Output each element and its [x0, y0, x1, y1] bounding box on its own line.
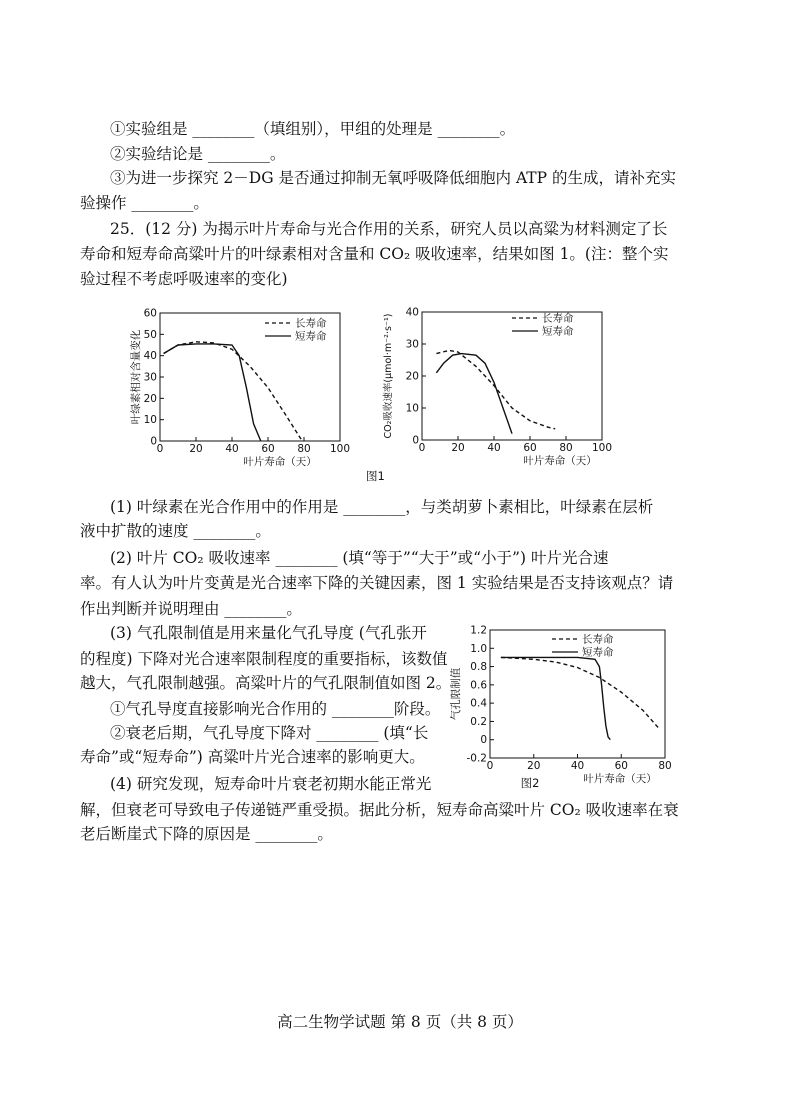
figure1-chart-chlorophyll [130, 305, 360, 468]
y-axis-label: CO₂吸收速率(μmol·m⁻²·s⁻¹) [383, 313, 394, 439]
text-line-13: (3) 气孔限制值是用来量化气孔导度 (气孔张开 [110, 624, 427, 642]
figure2-chart-stomatal [450, 622, 680, 797]
y-tick-label: 0.6 [470, 679, 487, 692]
text-line-8: (1) 叶绿素在光合作用中的作用是 ________，与类胡萝卜素相比，叶绿素在层析 [110, 498, 654, 516]
legend-label: 短寿命 [542, 325, 574, 338]
text-line-6: 寿命和短寿命高粱叶片的叶绿素相对含量和 CO₂ 吸收速率，结果如图 1。(注：整个实 [80, 245, 669, 263]
y-tick-label: 1.0 [470, 642, 487, 655]
text-line-16: ①气孔导度直接影响光合作用的 ________阶段。 [110, 700, 441, 718]
legend-label: 短寿命 [295, 330, 327, 343]
y-tick-label: 40 [143, 350, 157, 363]
x-tick-label: 60 [523, 442, 537, 454]
series-long-lifespan-line [164, 342, 303, 441]
y-tick-label: 10 [405, 402, 419, 415]
y-tick-label: 30 [143, 371, 157, 384]
x-tick-label: 80 [559, 442, 573, 454]
y-axis-label: 叶绿素相对含量变化 [130, 329, 142, 425]
figure1-caption [360, 466, 400, 486]
y-tick-label: 60 [143, 307, 157, 320]
x-tick-label: 20 [189, 443, 203, 455]
legend-label: 长寿命 [582, 633, 614, 646]
y-tick-label: -0.2 [466, 752, 487, 765]
text-line-9: 液中扩散的速度 ________。 [80, 522, 271, 540]
x-tick-label: 20 [451, 442, 465, 454]
y-tick-label: 0 [150, 435, 157, 448]
figure2-caption: 图2 [520, 776, 540, 790]
x-tick-label: 40 [570, 760, 585, 772]
text-line-7: 验过程不考虑呼吸速率的变化) [80, 270, 288, 288]
y-tick-label: 0 [412, 434, 419, 447]
x-tick-label: 100 [329, 443, 351, 455]
x-tick-label: 100 [591, 442, 613, 454]
text-line-15: 越大，气孔限制越强。高粱叶片的气孔限制值如图 2。 [80, 674, 452, 692]
x-tick-label: 60 [261, 443, 275, 455]
y-tick-label: 0.2 [470, 715, 487, 728]
y-tick-label: 0.8 [470, 661, 487, 674]
legend-label: 短寿命 [582, 646, 614, 659]
y-tick-label: 1.2 [470, 624, 487, 637]
text-line-18: 寿命”或“短寿命”) 高粱叶片光合速率的影响更大。 [80, 748, 425, 766]
text-line-14: 的程度) 下降对光合速率限制程度的重要指标，该数值 [80, 650, 448, 668]
y-tick-label: 10 [143, 414, 157, 427]
svg-text:图1: 图1 [366, 469, 385, 483]
legend-label: 长寿命 [542, 312, 574, 325]
y-tick-label: 0.4 [470, 697, 487, 710]
series-short-lifespan-line [501, 657, 610, 739]
text-line-19: (4) 研究发现，短寿命叶片衰老初期水能正常光 [110, 775, 432, 793]
page-footer: 高二生物学试题 第 8 页（共 8 页） [277, 1013, 523, 1031]
plot-frame [490, 630, 665, 758]
x-axis-label: 叶片寿命（天） [583, 773, 657, 785]
series-short-lifespan-line [164, 344, 261, 441]
text-line-12: 作出判断并说明理由 ________。 [80, 600, 302, 618]
x-tick-label: 60 [614, 760, 628, 772]
y-tick-label: 20 [405, 370, 419, 383]
text-line-21: 老后断崖式下降的原因是 ________。 [80, 825, 333, 843]
text-line-10: (2) 叶片 CO₂ 吸收速率 ________ (填“等于”“大于”或“小于”) 叶片光合速 [110, 549, 609, 567]
x-tick-label: 0 [418, 442, 426, 454]
text-line-20: 解，但衰老可导致电子传递链严重受损。据此分析，短寿命高粱叶片 CO₂ 吸收速率在衰 [80, 801, 679, 819]
y-tick-label: 30 [405, 338, 419, 351]
x-tick-label: 0 [156, 443, 164, 455]
x-tick-label: 80 [658, 760, 672, 772]
text-line-4: 验操作 ________。 [80, 194, 209, 212]
y-tick-label: 40 [405, 306, 419, 319]
text-line-17: ②衰老后期，气孔导度下降对 ________ (填“长 [110, 724, 429, 742]
x-tick-label: 40 [487, 442, 501, 454]
y-tick-label: 50 [143, 328, 157, 341]
question-25-header: 25．(12 分) 为揭示叶片寿命与光合作用的关系，研究人员以高粱为材料测定了长 [110, 220, 668, 238]
text-line-1: ①实验组是 ________（填组别），甲组的处理是 ________。 [110, 120, 516, 138]
x-tick-label: 40 [225, 443, 239, 455]
x-tick-label: 80 [297, 443, 311, 455]
x-axis-label: 叶片寿命（天） [243, 456, 317, 468]
x-tick-label: 20 [527, 760, 541, 772]
x-tick-label: 0 [486, 760, 494, 772]
y-tick-label: 20 [143, 392, 157, 405]
y-tick-label: 0 [480, 734, 487, 747]
legend-label: 长寿命 [295, 317, 327, 330]
y-axis-label: 气孔限制值 [450, 667, 462, 721]
x-axis-label: 叶片寿命（天） [523, 455, 597, 467]
text-line-2: ②实验结论是 ________。 [110, 145, 286, 163]
series-long-lifespan-line [501, 657, 659, 727]
text-line-3: ③为进一步探究 2－DG 是否通过抑制无氧呼吸降低细胞内 ATP 的生成，请补充实 [110, 169, 676, 187]
text-line-11: 率。有人认为叶片变黄是光合速率下降的关键因素，图 1 实验结果是否支持该观点？请 [80, 574, 674, 592]
figure1-chart-co2 [382, 300, 612, 465]
